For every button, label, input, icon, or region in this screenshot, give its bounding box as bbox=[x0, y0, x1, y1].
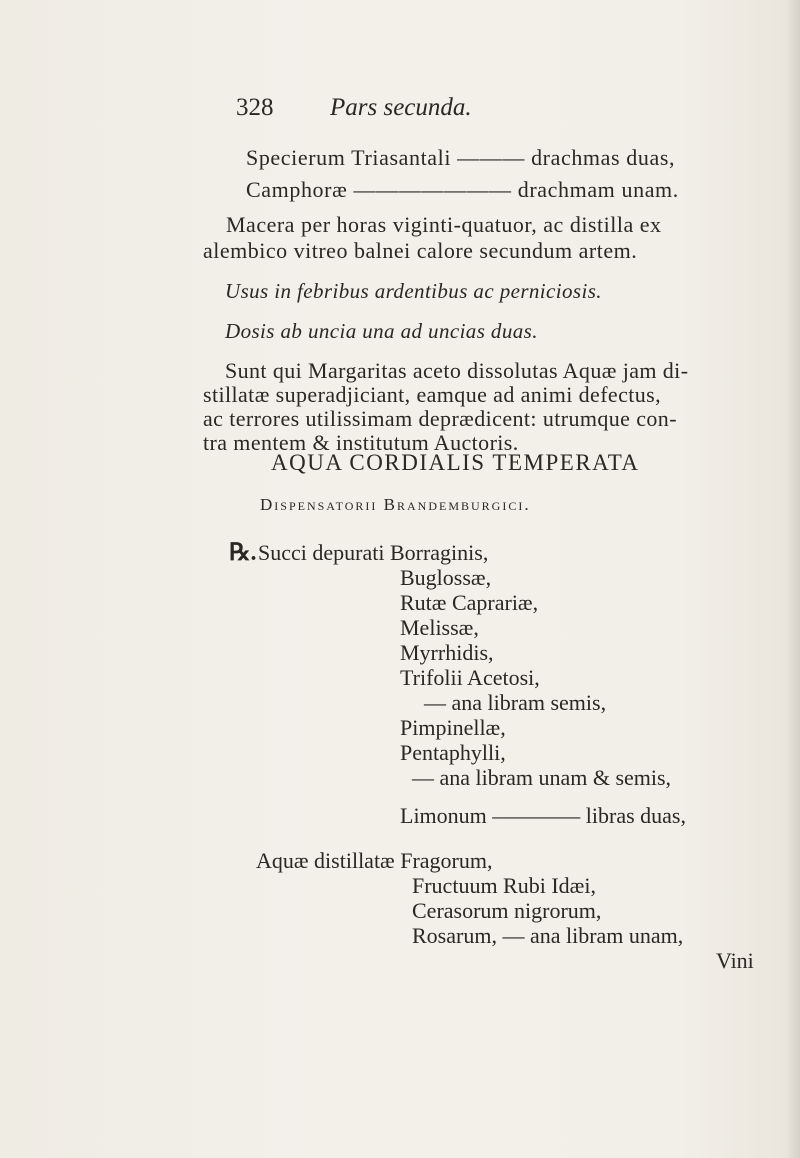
recipe-line: Rutæ Caprariæ, bbox=[400, 590, 539, 615]
recipe-line: — ana libram semis, bbox=[424, 690, 607, 715]
recipe-line: Limonum ———— libras duas, bbox=[400, 803, 686, 828]
recipe-line: Myrrhidis, bbox=[400, 640, 494, 665]
section-subheading: Dispensatorii Brandemburgici. bbox=[260, 495, 531, 514]
recipe-symbol: ℞. bbox=[229, 540, 257, 566]
recipe-line: — ana libram unam & semis, bbox=[412, 765, 672, 790]
text-line: ac terrores utilissimam deprædicent: utrumque con- bbox=[203, 406, 677, 431]
section-heading: AQUA CORDIALIS TEMPERATA bbox=[271, 450, 640, 475]
text-line: stillatæ superadjiciant, eamque ad animi defectus, bbox=[203, 382, 662, 407]
usage-line: Usus in febribus ardentibus ac perniciosis. bbox=[225, 279, 602, 303]
recipe-line: Succi depurati Borraginis, bbox=[258, 540, 489, 565]
recipe-line: Melissæ, bbox=[400, 615, 479, 640]
recipe-line: Rosarum, — ana libram unam, bbox=[412, 923, 684, 948]
dosage-line: Dosis ab uncia una ad uncias duas. bbox=[225, 319, 538, 343]
recipe-line: Pentaphylli, bbox=[400, 740, 506, 765]
recipe-line: Buglossæ, bbox=[400, 565, 492, 590]
text-line: Sunt qui Margaritas aceto dissolutas Aquæ jam di- bbox=[225, 358, 689, 383]
recipe-line: Fructuum Rubi Idæi, bbox=[412, 873, 596, 898]
text-line: Specierum Triasantali ——— drachmas duas, bbox=[246, 145, 676, 170]
text-line: alembico vitreo balnei calore secundum artem. bbox=[203, 238, 638, 263]
text-line: Macera per horas viginti-quatuor, ac distilla ex bbox=[226, 212, 662, 237]
recipe-line: Aquæ distillatæ Fragorum, bbox=[256, 848, 493, 873]
text-line: Camphoræ ——————— drachmam unam. bbox=[246, 177, 679, 202]
text-line: tra mentem & institutum Auctoris. bbox=[203, 430, 519, 455]
page-number: 328 bbox=[236, 94, 274, 121]
page-edge-shadow bbox=[786, 0, 800, 1158]
recipe-line: Pimpinellæ, bbox=[400, 715, 506, 740]
recipe-line: Trifolii Acetosi, bbox=[400, 665, 540, 690]
catchword: Vini bbox=[716, 948, 754, 973]
recipe-line: Cerasorum nigrorum, bbox=[412, 898, 602, 923]
running-title: Pars secunda. bbox=[330, 94, 472, 121]
